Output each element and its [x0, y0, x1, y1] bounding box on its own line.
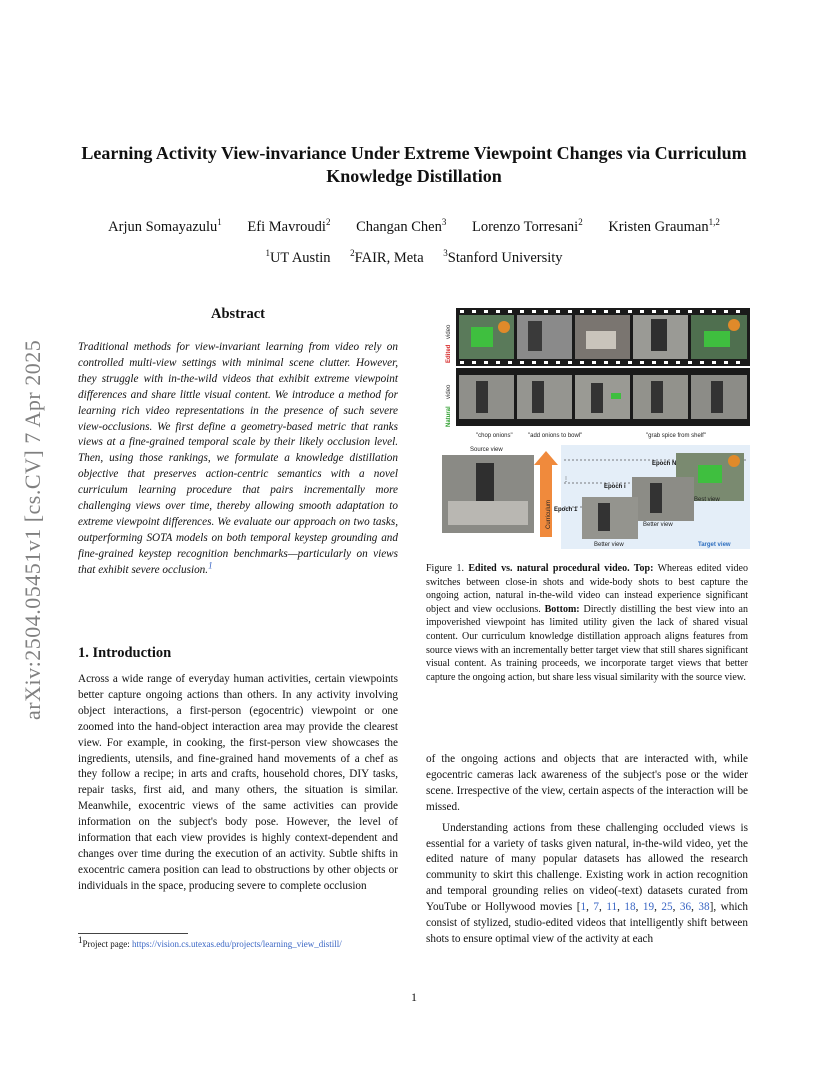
edited-label: Edited	[446, 344, 452, 363]
curriculum-label: Curriculum	[546, 499, 552, 529]
author: Arjun Somayazulu$^1$	[108, 217, 222, 235]
citation[interactable]: 1	[580, 901, 587, 914]
right-column-body	[426, 752, 748, 948]
better-view-label: Better view	[643, 522, 673, 528]
citation[interactable]: 38	[698, 901, 710, 914]
citation[interactable]: 18	[624, 901, 636, 914]
author: Changan Chen$^3$	[356, 217, 447, 235]
citation[interactable]: 19	[642, 901, 655, 914]
affiliation: $^1$UT Austin	[265, 248, 331, 266]
natural-video-word: video	[446, 384, 452, 399]
better-view-image	[632, 477, 694, 521]
project-link[interactable]: https://vision.cs.utexas.edu/projects/learning_view_distill/	[131, 939, 342, 949]
epoch-i-label: Epoch i	[604, 484, 626, 490]
epoch-1-label: Epoch 1	[554, 507, 578, 513]
epoch-n-label: Epoch N	[652, 461, 677, 467]
action-caption: "grab spice from shelf"	[646, 433, 706, 439]
abstract-body: Traditional methods for view-invariant learning from video rely on controlled multi-view settings with minimal scene clutter. However, they struggle with in-the-wild videos that exhibit extreme viewpoint differences and share little visual content. We introduce a method for learning rich video representations in the presence of such severe view-occlusions. We first define a geometry-based metric that ranks views at a fine-grained temporal scale by their likely occlusion level. Then, using those rankings, we formulate a knowledge distillation objective that preserves action-centric semantics with a novel curriculum learning procedure that pairs incrementally more challenging views over time, thereby allowing smooth adaptation to extreme viewpoint differences. We evaluate our approach on two tasks, outperforming SOTA models on both temporal keystep grounding and fine-grained keystep recognition benchmarks—particularly on views that exhibit severe occlusion.$^1$	[78, 341, 398, 576]
author-list	[60, 219, 768, 236]
intro-body: Across a wide range of everyday human activities, certain viewpoints better capture ongoing actions than others. In any activity involving object interactions, a first-person (egocentric) viewpoint or one zoomed into the hand-object interaction area may provide the clearest view. For example, in cooking, the first-person view showcases the ingredients, utensils, and fine-grained hand movements of a chef as they follow a recipe; in arts and crafts, household chores, DIY tasks, repair tasks, first aid, and many others, the situation is similar. Meanwhile, exocentric views of the same activities can provide information on the subject's body pose. However, the level of information that each view provides is highly context-dependent and changes over time during the execution of an activity. Subtle shifts in exocentric camera position can lead to obstructions by other objects or individuals in the space, producing severe to complete occlusion	[78, 673, 398, 892]
target-view-label: Target view	[698, 542, 731, 548]
affiliation-list	[60, 250, 768, 267]
author: Lorenzo Torresani$^2$	[471, 217, 583, 235]
edited-frames	[459, 315, 747, 359]
citation[interactable]: 36	[679, 901, 692, 914]
affiliation: $^3$Stanford University	[443, 248, 563, 266]
paragraph: Understanding actions from these challenging occluded views is essential for a variety of tasks given natural, in-the-wild video, yet the edited nature of many popular datasets has allowed the research community to skirt this challenge. Existing work in action recognition and temporal grounding relies on video(-text) datasets curated from YouTube or Hollywood movies [1, 7, 11, 18, 19, 25, 36, 38], which consist of stylized, studio-edited videos that intelligently shift between shots to ensure optimal view of the activity at each	[426, 821, 748, 945]
arxiv-id: arXiv:2504.05451v1 [cs.CV] 7 Apr 2025	[20, 339, 45, 720]
source-view-label: Source view	[470, 447, 503, 453]
author: Kristen Grauman$^{1,2}$	[608, 217, 720, 235]
footnote-divider	[78, 933, 188, 934]
affiliation: $^2$FAIR, Meta	[350, 248, 424, 266]
action-caption: "add onions to bowl"	[528, 433, 583, 439]
footnote-mark[interactable]: 1	[208, 559, 213, 570]
figure-1	[436, 305, 750, 550]
author: Efi Mavroudi$^2$	[247, 217, 331, 235]
arxiv-stamp	[20, 300, 46, 720]
intro-heading: 1. Introduction	[78, 645, 172, 661]
svg-text:⋮: ⋮	[563, 477, 569, 483]
citation[interactable]: 7	[593, 901, 600, 914]
abstract-heading: Abstract	[211, 306, 265, 322]
citation[interactable]: 25	[661, 901, 673, 914]
paper-title: Learning Activity View-invariance Under Extreme Viewpoint Changes via Curriculum Knowledge Distillation	[81, 143, 747, 186]
page-number: 1	[411, 990, 417, 1004]
natural-frames	[459, 375, 747, 419]
natural-label: Natural	[446, 406, 452, 427]
citation[interactable]: 11	[606, 901, 618, 914]
better-view-label-2: Better view	[594, 542, 624, 548]
edited-video-word: video	[446, 324, 452, 339]
best-view-label: Best view	[694, 497, 720, 503]
footnote: $^1$Project page: https://vision.cs.utexas.edu/projects/learning_view_distill/	[78, 935, 342, 949]
figure-caption: Figure 1. Edited vs. natural procedural video. Top: Whereas edited video switches between close-in shots and wide-body shots to best capture the ongoing action, natural in-the-wild video can instead experience significant object and view occlusions. Bottom: Directly distilling the best view into an impoverished viewpoint has limited utility given the lack of shared visual content. Our curriculum knowledge distillation approach aligns features from source views with an incrementally better target view that still shares significant visual content. As training proceeds, we incorporate target views that better capture the ongoing action, but share less visual similarity with the source view.	[426, 563, 748, 683]
paragraph: of the ongoing actions and objects that are interacted with, while egocentric cameras lack awareness of the subject's pose or the wider scene. Irrespective of the view, certain aspects of the interaction will be missed.	[426, 753, 748, 813]
action-caption: "chop onions"	[476, 433, 513, 439]
